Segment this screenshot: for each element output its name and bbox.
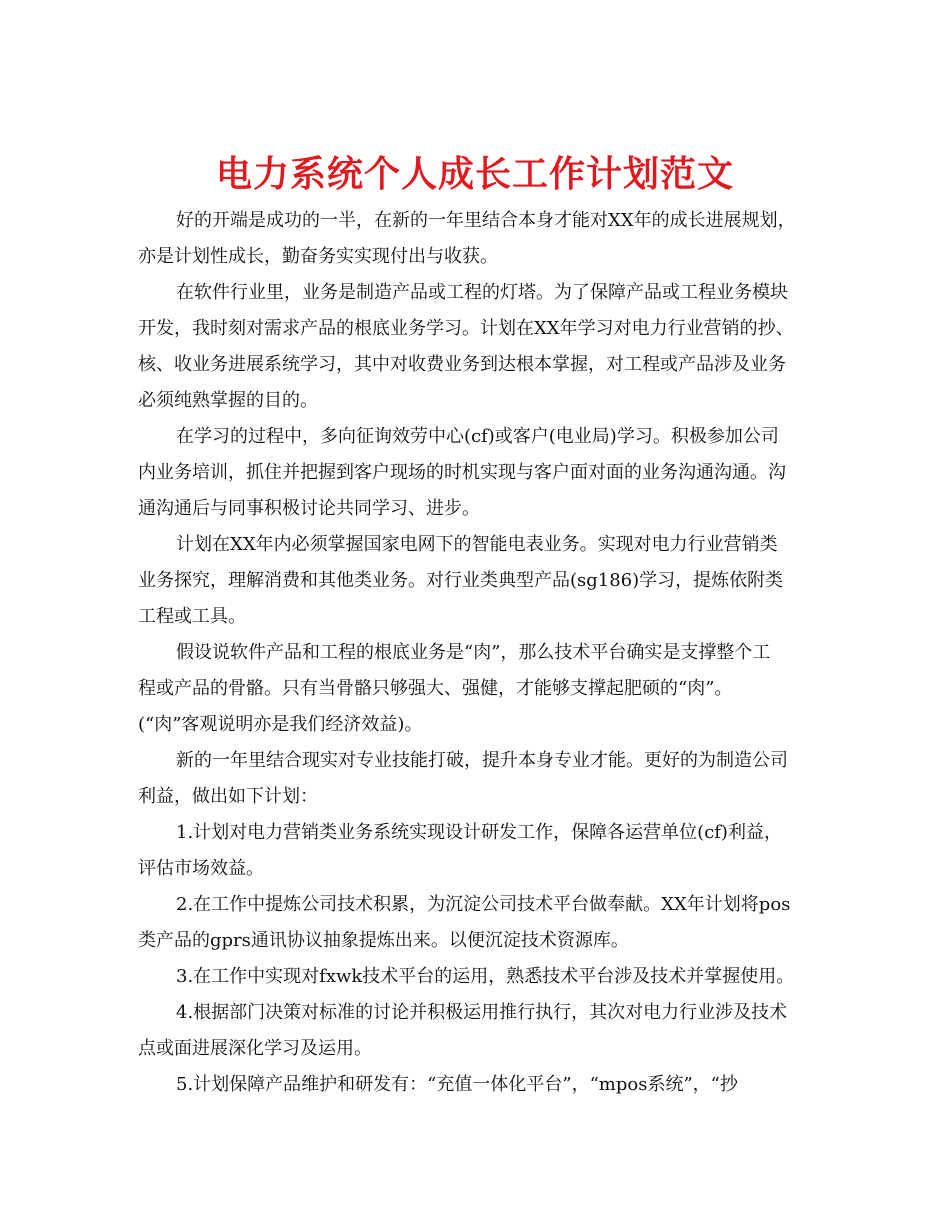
list-item-1: 1.计划对电力营销类业务系统实现设计研发工作，保障各运营单位(cf)利益， 评估市场效益。 (138, 822, 782, 879)
list-item-4: 4.根据部门决策对标准的讨论并积极运用推行执行，其次对电力行业涉及技术 点或面进展深化学习及运用。 (138, 1002, 788, 1059)
list-item-2: 2.在工作中提炼公司技术积累，为沉淀公司技术平台做奉献。XX年计划将pos 类产品的gprs通讯协议抽象提炼出来。以便沉淀技术资源库。 (138, 894, 791, 951)
paragraph-1: 好的开端是成功的一半，在新的一年里结合本身才能对XX年的成长进展规划， 亦是计划性成长，勤奋务实实现付出与收获。 (138, 210, 796, 267)
document-title: 电力系统个人成长工作计划范文 (215, 153, 734, 196)
paragraph-2: 在软件行业里，业务是制造产品或工程的灯塔。为了保障产品或工程业务模块 开发，我时刻对需求产品的根底业务学习。计划在XX年学习对电力行业营销的抄、 核、收业务进展系统学习，其中对收费业务到达根本掌握，对工程或产品涉及业务 必须纯熟掌握的目的。 (138, 282, 794, 411)
list-item-3: 3.在工作中实现对fxwk技术平台的运用，熟悉技术平台涉及技术并掌握使用。 (176, 966, 795, 987)
paragraph-6: 新的一年里结合现实对专业技能打破，提升本身专业才能。更好的为制造公司 利益，做出如下计划： (138, 750, 788, 807)
paragraph-5: 假设说软件产品和工程的根底业务是“肉”，那么技术平台确实是支撑整个工 程或产品的骨骼。只有当骨骼只够强大、强健，才能够支撑起肥硕的“肉”。 (“肉”客观说明亦是我们经济效益)。 (138, 642, 771, 735)
paragraph-4: 计划在XX年内必须掌握国家电网下的智能电表业务。实现对电力行业营销类 业务探究，理解消费和其他类业务。对行业类典型产品(sg186)学习，提炼依附类 工程或工具。 (138, 534, 784, 627)
paragraph-3: 在学习的过程中，多向征询效劳中心(cf)或客户(电业局)学习。积极参加公司 内业务培训，抓住并把握到客户现场的时机实现与客户面对面的业务沟通沟通。沟 通沟通后与同事积极讨论共同学习、进步。 (138, 426, 786, 519)
document-body (138, 203, 818, 1103)
list-item-5: 5.计划保障产品维护和研发有：“充值一体化平台”，“mpos系统”，“抄 (176, 1074, 738, 1095)
